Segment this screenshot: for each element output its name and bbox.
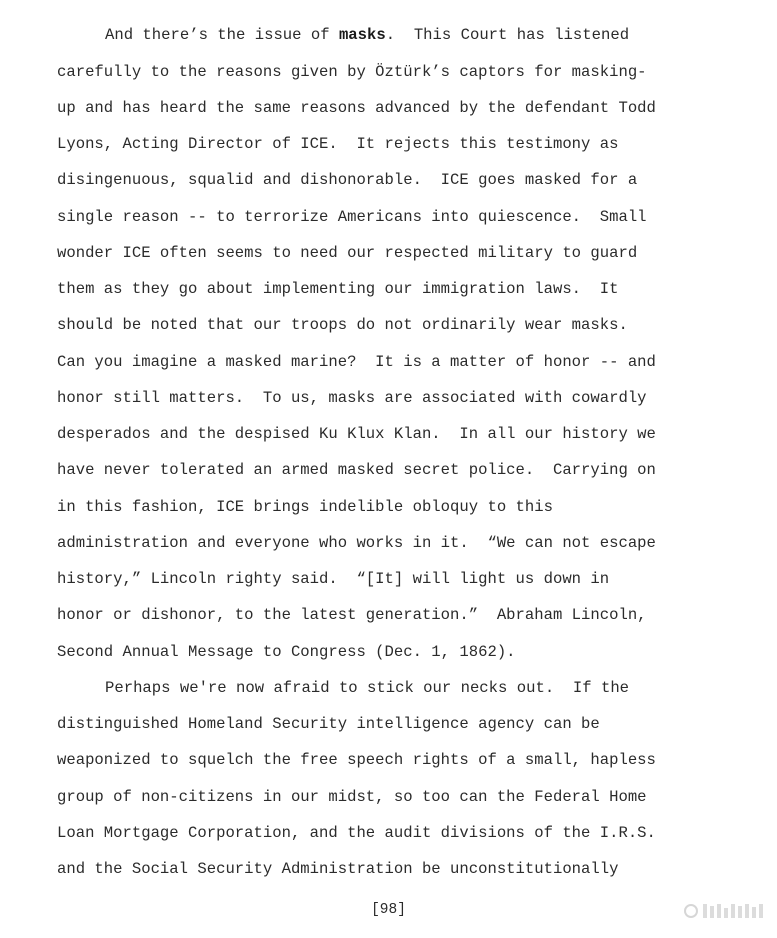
watermark-bar (717, 904, 721, 918)
text-line: group of non-citizens in our midst, so too can the Federal Home (57, 788, 647, 806)
watermark-bar (710, 906, 714, 918)
text-line: honor still matters. To us, masks are associated with cowardly (57, 389, 647, 407)
watermark-ring-icon (684, 904, 698, 918)
text-line: Can you imagine a masked marine? It is a matter of honor -- and (57, 353, 656, 371)
text-line: honor or dishonor, to the latest generation.” Abraham Lincoln, (57, 606, 647, 624)
text-line: in this fashion, ICE brings indelible obloquy to this (57, 498, 553, 516)
text-line: and the Social Security Administration be unconstitutionally (57, 860, 619, 878)
text-line: history,” Lincoln righty said. “[It] will light us down in (57, 570, 610, 588)
watermark-bar (738, 906, 742, 918)
text-segment: And there’s the issue of (105, 26, 339, 44)
text-line: should be noted that our troops do not ordinarily wear masks. (57, 316, 628, 334)
text-line: carefully to the reasons given by Öztürk’s captors for masking- (57, 63, 647, 81)
bold-term: masks (338, 26, 386, 44)
text-line: desperados and the despised Ku Klux Klan. In all our history we (57, 425, 656, 443)
watermark-bar (759, 904, 763, 918)
text-line: them as they go about implementing our immigration laws. It (57, 280, 619, 298)
text-line: wonder ICE often seems to need our respected military to guard (57, 244, 638, 262)
text-segment: . This Court has listened (385, 26, 630, 44)
text-line: up and has heard the same reasons advanced by the defendant Todd (57, 99, 656, 117)
text-line: disingenuous, squalid and dishonorable. ICE goes masked for a (57, 171, 638, 189)
watermark-bar (703, 904, 707, 918)
text-line: single reason -- to terrorize Americans into quiescence. Small (57, 208, 647, 226)
text-line: Loan Mortgage Corporation, and the audit divisions of the I.R.S. (57, 824, 656, 842)
text-line: administration and everyone who works in it. “We can not escape (57, 534, 656, 552)
text-line: Second Annual Message to Congress (Dec. 1, 1862). (57, 643, 516, 661)
watermark-bar (731, 904, 735, 918)
text-line: Perhaps we're now afraid to stick our necks out. If the (105, 679, 630, 697)
text-line: Lyons, Acting Director of ICE. It rejects this testimony as (57, 135, 619, 153)
page-number: [98] (371, 902, 406, 918)
text-line (105, 25, 629, 45)
watermark-bar (745, 904, 749, 918)
text-line: weaponized to squelch the free speech rights of a small, hapless (57, 751, 656, 769)
watermark-bar (752, 907, 756, 918)
text-line: distinguished Homeland Security intelligence agency can be (57, 715, 600, 733)
watermark-logo (684, 904, 763, 918)
watermark-bar (724, 908, 728, 918)
text-line: have never tolerated an armed masked secret police. Carrying on (57, 461, 656, 479)
